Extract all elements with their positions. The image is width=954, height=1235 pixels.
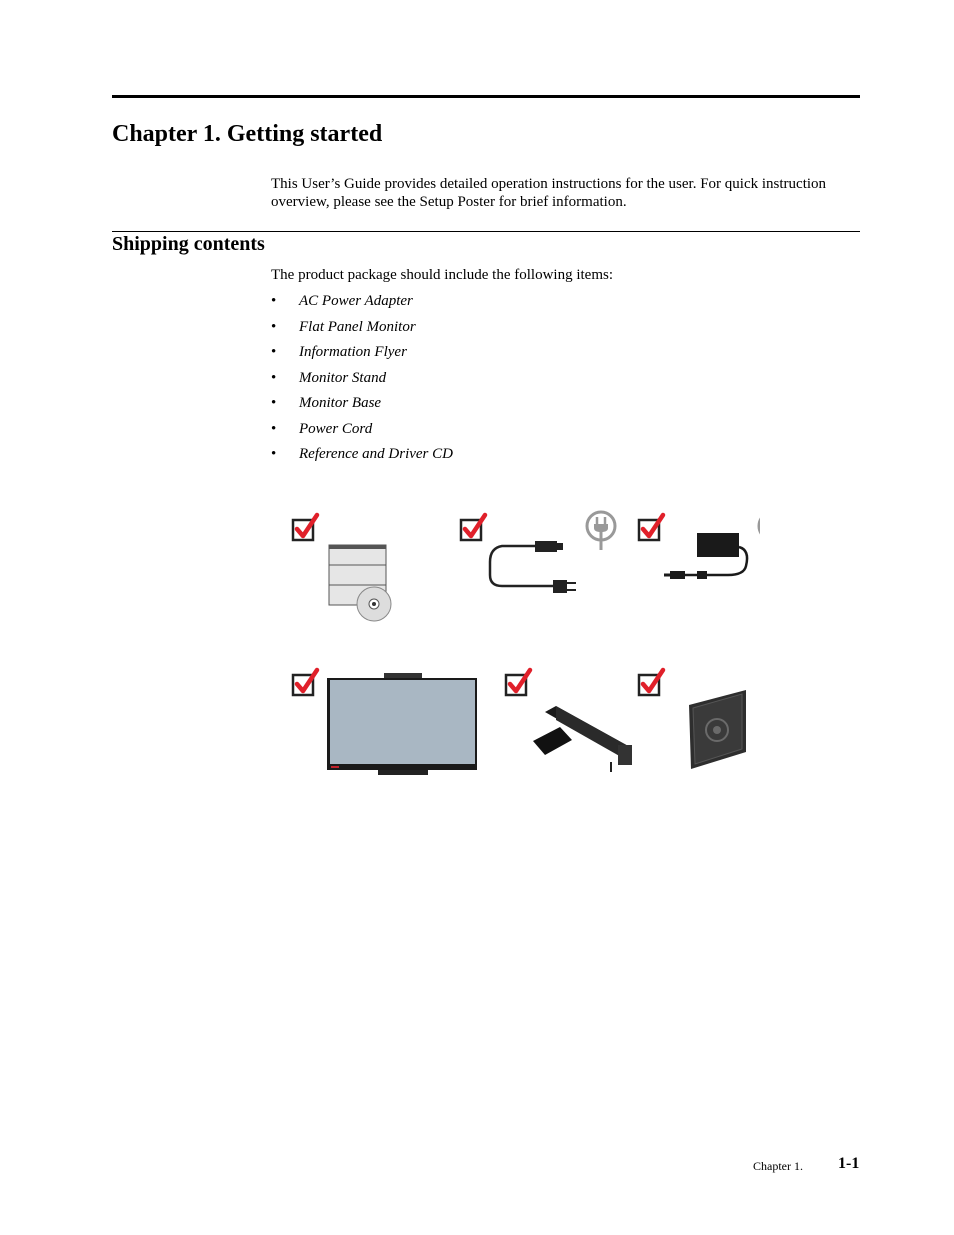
plug-icon [759,512,760,550]
checkbox-icon [293,670,317,695]
list-item [271,292,453,318]
flat-panel-monitor-icon [327,673,477,775]
list-item-label: Power Cord [299,420,373,437]
list-item-label: Flat Panel Monitor [299,318,416,335]
cd-icon [357,587,391,621]
bullet-icon: • [271,395,277,411]
list-item [271,445,453,471]
bullet-icon: • [271,420,277,437]
list-item-label: Information Flyer [299,344,407,360]
list-item-label: Monitor Base [299,395,382,411]
list-item-label: Reference and Driver CD [299,446,453,462]
top-rule [112,95,860,98]
list-item-label: Monitor Stand [299,369,387,386]
power-cord-icon [490,541,576,593]
page-number: 1-1 [838,1155,860,1172]
checkbox-icon [639,670,663,695]
monitor-stand-icon [533,706,632,772]
bullet-icon: • [271,446,277,462]
list-item [271,394,453,420]
plug-icon [587,512,615,550]
checkbox-icon [293,515,317,540]
shipping-list [271,292,453,471]
list-item [271,318,453,344]
lead-paragraph: The product package should include the following items: [271,267,613,283]
checkbox-icon [506,670,530,695]
bullet-icon: • [271,293,277,309]
section-title: Shipping contents [112,233,265,255]
footer-chapter-label: Chapter 1. [753,1159,803,1173]
bullet-icon: • [271,344,277,360]
contents-illustration [280,500,760,790]
list-item-label: AC Power Adapter [299,293,413,309]
monitor-base-icon [689,690,746,769]
list-item [271,343,453,369]
intro-paragraph: This User’s Guide provides detailed operation instructions for the user. For quick instruction overview, please see the Setup Poster for brief information. [271,176,827,210]
checkbox-icon [639,515,663,540]
bullet-icon: • [271,369,277,386]
list-item [271,369,453,395]
list-item [271,420,453,446]
checkbox-icon [461,515,485,540]
chapter-title: Chapter 1. Getting started [112,121,383,147]
ac-adapter-icon [664,533,747,579]
bullet-icon: • [271,318,277,335]
